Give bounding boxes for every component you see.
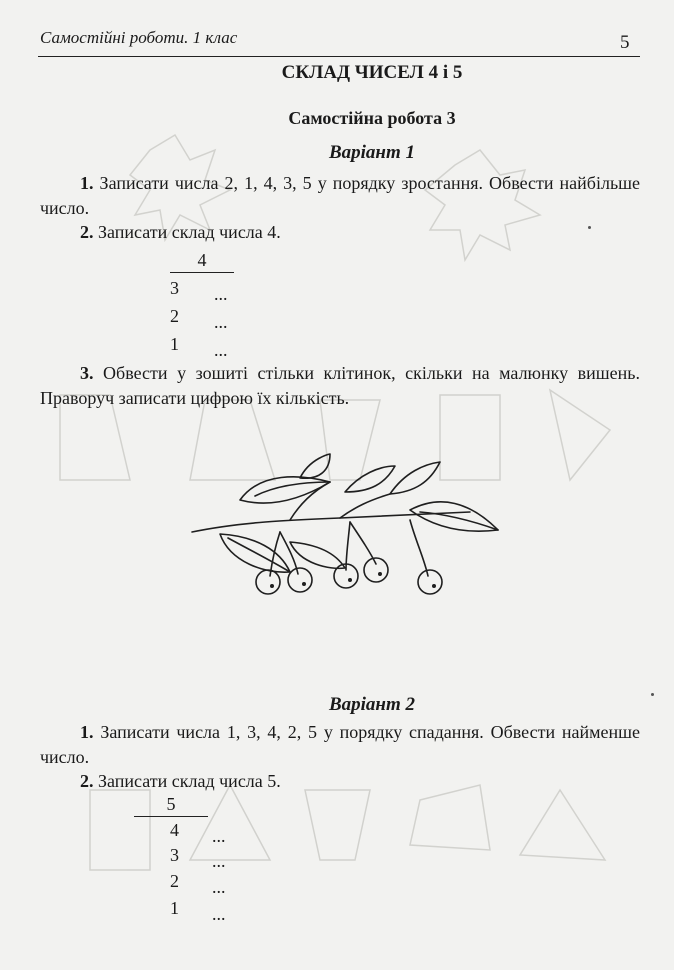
topic-title: СКЛАД ЧИСЕЛ 4 і 5 xyxy=(281,62,463,83)
task-text: Записати числа 2, 1, 4, 3, 5 у порядку зростання. Обвести найбільше число. xyxy=(40,173,641,218)
composition-blank: ... xyxy=(212,851,226,871)
cherry-branch-icon xyxy=(180,452,510,602)
composition-blank: ... xyxy=(212,826,226,846)
task-text: Записати склад числа 4. xyxy=(98,222,281,242)
composition-total: 4 xyxy=(170,250,234,273)
composition-blank: ... xyxy=(212,904,226,924)
page-number: 5 xyxy=(620,32,630,53)
composition-part: 3 xyxy=(170,845,179,865)
variant1-title: Варіант 1 xyxy=(328,142,416,163)
variant1-task1 xyxy=(40,171,640,221)
composition-part: 2 xyxy=(170,306,179,326)
print-speck xyxy=(588,226,591,229)
task-text: Записати склад числа 5. xyxy=(98,771,281,791)
composition-total: 5 xyxy=(134,794,208,817)
task-number: 2. xyxy=(80,222,94,242)
variant2-task1 xyxy=(40,720,640,770)
composition-part: 1 xyxy=(170,898,179,918)
composition-blank: ... xyxy=(214,312,228,332)
task-text: Записати числа 1, 3, 4, 2, 5 у порядку спадання. Обвести найменше число. xyxy=(40,722,641,767)
composition-blank: ... xyxy=(214,340,228,360)
composition-blank: ... xyxy=(212,877,226,897)
composition-part: 1 xyxy=(170,334,179,354)
composition-part: 3 xyxy=(170,278,179,298)
task-number: 1. xyxy=(80,173,94,193)
composition-part: 2 xyxy=(170,871,179,891)
composition-blank: ... xyxy=(214,284,228,304)
task-text: Обвести у зошиті стільки клітинок, скільки на малюнку вишень. Праворуч записати цифрою їх кількість. xyxy=(40,363,640,408)
task-number: 2. xyxy=(80,771,94,791)
variant2-task2 xyxy=(40,769,640,794)
work-title: Самостійна робота 3 xyxy=(288,108,456,128)
task-number: 1. xyxy=(80,722,94,742)
task-number: 3. xyxy=(80,363,94,383)
header-divider xyxy=(38,56,640,57)
composition-part: 4 xyxy=(170,820,179,840)
variant1-task3 xyxy=(40,361,640,411)
variant1-task2 xyxy=(40,220,640,245)
book-title: Самостійні роботи. 1 клас xyxy=(40,28,238,47)
print-speck xyxy=(651,693,654,696)
variant2-title: Варіант 2 xyxy=(328,694,416,715)
